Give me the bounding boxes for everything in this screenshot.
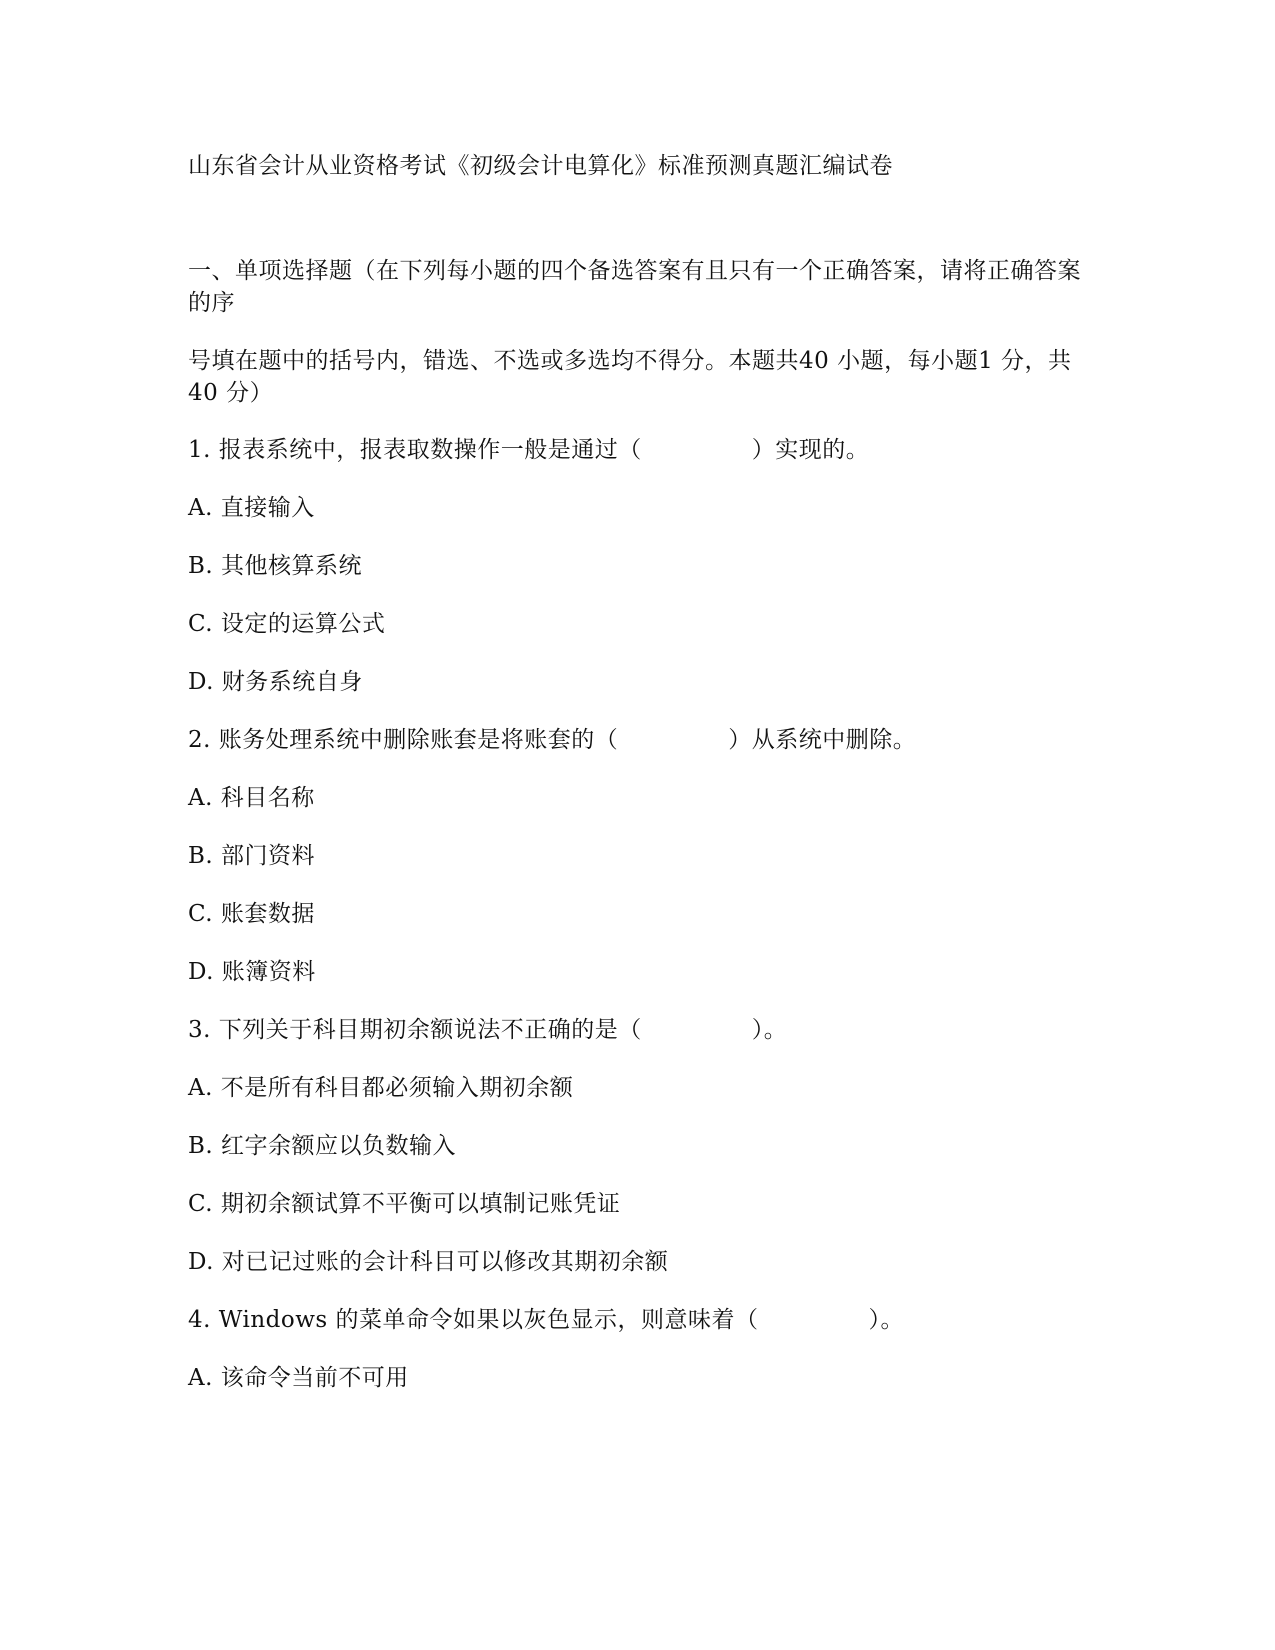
question-3-option-b: B. 红字余额应以负数输入 bbox=[188, 1133, 457, 1159]
question-4-stem bbox=[188, 1304, 904, 1336]
question-1-option-b: B. 其他核算系统 bbox=[188, 553, 363, 579]
question-stem-before: 2. 账务处理系统中删除账套是将账套的（ bbox=[188, 727, 619, 753]
question-2-option-d: D. 账簿资料 bbox=[188, 959, 316, 985]
question-2-option-b: B. 部门资料 bbox=[188, 843, 316, 869]
question-stem-after: ）从系统中删除。 bbox=[728, 727, 917, 753]
question-3-option-a: A. 不是所有科目都必须输入期初余额 bbox=[188, 1075, 574, 1101]
question-stem-before: 4. Windows 的菜单命令如果以灰色显示，则意味着（ bbox=[188, 1307, 759, 1333]
question-stem-before: 1. 报表系统中，报表取数操作一般是通过（ bbox=[188, 437, 642, 463]
question-1-option-c: C. 设定的运算公式 bbox=[188, 611, 386, 637]
question-stem-after: ）实现的。 bbox=[751, 437, 870, 463]
document-title: 山东省会计从业资格考试《初级会计电算化》标准预测真题汇编试卷 bbox=[188, 153, 893, 179]
question-stem-before: 3. 下列关于科目期初余额说法不正确的是（ bbox=[188, 1017, 642, 1043]
question-3-stem bbox=[188, 1014, 787, 1046]
question-stem-after: ）。 bbox=[868, 1307, 905, 1333]
question-1-option-a: A. 直接输入 bbox=[188, 495, 315, 521]
question-2-option-a: A. 科目名称 bbox=[188, 785, 315, 811]
question-4-option-a: A. 该命令当前不可用 bbox=[188, 1365, 409, 1391]
question-1-option-d: D. 财务系统自身 bbox=[188, 669, 363, 695]
question-2-option-c: C. 账套数据 bbox=[188, 901, 315, 927]
question-2-stem bbox=[188, 724, 916, 756]
question-3-option-d: D. 对已记过账的会计科目可以修改其期初余额 bbox=[188, 1249, 669, 1275]
section-instructions-part2: 号填在题中的括号内，错选、不选或多选均不得分。本题共40 小题，每小题1 分，共40 分） bbox=[188, 348, 1072, 406]
question-3-option-c: C. 期初余额试算不平衡可以填制记账凭证 bbox=[188, 1191, 621, 1217]
question-1-stem bbox=[188, 434, 869, 466]
question-stem-after: ）。 bbox=[751, 1017, 788, 1043]
section-instructions-part1: 一、单项选择题（在下列每小题的四个备选答案有且只有一个正确答案，请将正确答案的序 bbox=[188, 258, 1081, 316]
